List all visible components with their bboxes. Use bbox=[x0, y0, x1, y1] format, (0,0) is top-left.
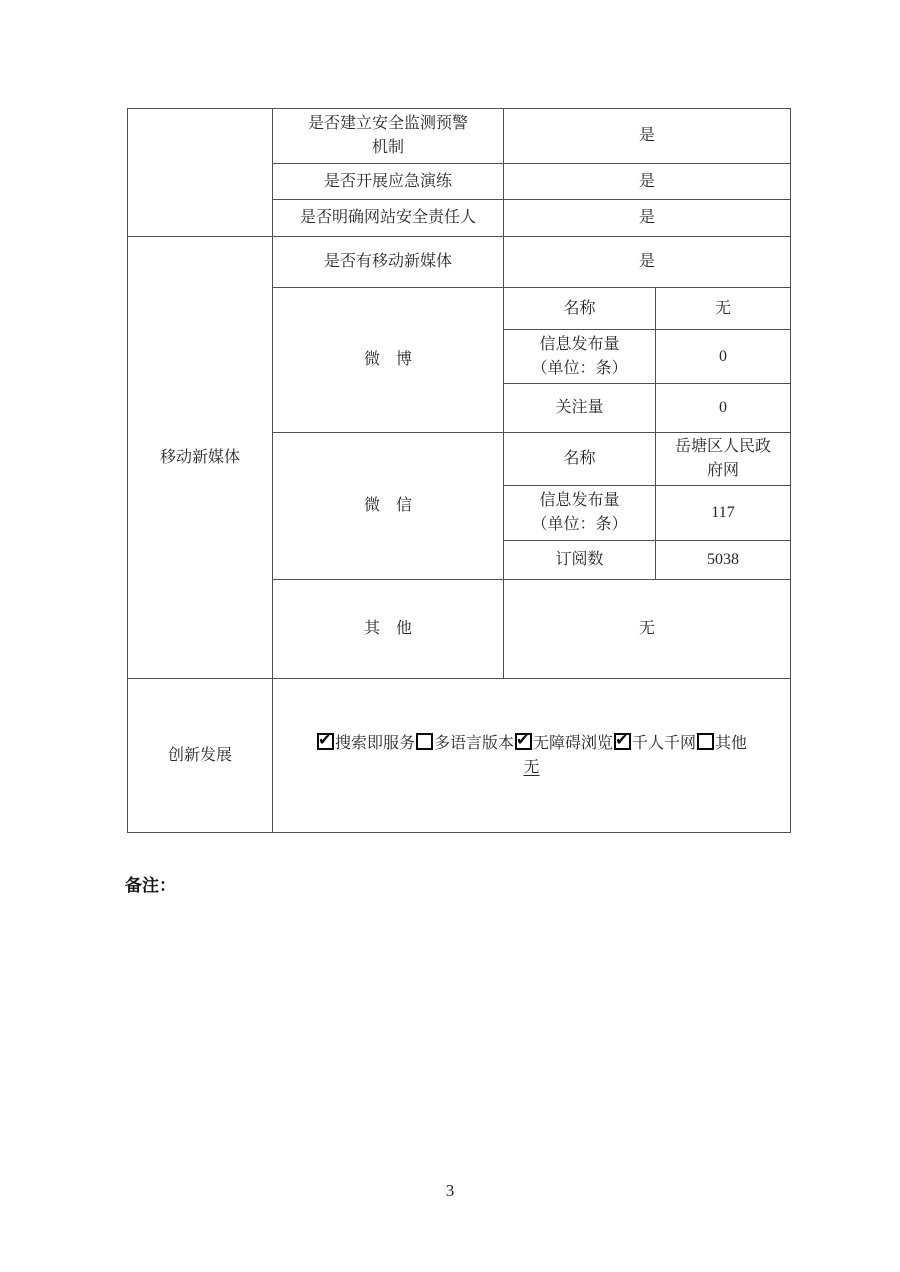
security-monitor-label bbox=[273, 109, 504, 164]
wechat-subscribers-label: 订阅数 bbox=[504, 541, 656, 580]
wechat-name-label: 名称 bbox=[504, 433, 656, 486]
section-header-empty-cell bbox=[128, 109, 273, 237]
innovation-option[interactable] bbox=[316, 735, 415, 752]
label-text: 信息发布量 bbox=[539, 492, 620, 509]
security-owner-value: 是 bbox=[504, 200, 791, 237]
weibo-name-value: 无 bbox=[656, 288, 791, 330]
checkbox-personalized-web[interactable] bbox=[614, 733, 631, 750]
innovation-option[interactable] bbox=[514, 735, 613, 752]
innovation-option[interactable] bbox=[613, 735, 696, 752]
weibo-followers-label: 关注量 bbox=[504, 384, 656, 433]
has-mobile-media-label: 是否有移动新媒体 bbox=[273, 237, 504, 288]
other-media-label: 其 他 bbox=[273, 580, 504, 679]
wechat-group-label: 微 信 bbox=[273, 433, 504, 580]
label-text: 是否建立安全监测预警 bbox=[307, 115, 468, 132]
weibo-volume-value: 0 bbox=[656, 330, 791, 384]
wechat-volume-value: 117 bbox=[656, 486, 791, 541]
checkbox-other[interactable] bbox=[697, 733, 714, 750]
has-mobile-media-value: 是 bbox=[504, 237, 791, 288]
value-text: 府网 bbox=[707, 462, 740, 479]
emergency-drill-value: 是 bbox=[504, 164, 791, 200]
security-monitor-value: 是 bbox=[504, 109, 791, 164]
innovation-option[interactable] bbox=[696, 735, 747, 752]
label-text: （单位：条） bbox=[531, 359, 628, 377]
table-row bbox=[128, 237, 791, 288]
innovation-other-value: 无 bbox=[523, 758, 540, 776]
mobile-media-section-header: 移动新媒体 bbox=[128, 237, 273, 679]
checkbox-accessibility[interactable] bbox=[515, 733, 532, 750]
innovation-section-header: 创新发展 bbox=[128, 679, 273, 833]
weibo-name-label: 名称 bbox=[504, 288, 656, 330]
label-text: （单位：条） bbox=[531, 516, 628, 533]
notes-label: 备注： bbox=[125, 876, 176, 895]
innovation-options-cell bbox=[273, 679, 791, 833]
page-number: 3 bbox=[445, 1181, 455, 1200]
table-row bbox=[128, 679, 791, 833]
weibo-group-label: 微 博 bbox=[273, 288, 504, 433]
checkbox-search-as-service[interactable] bbox=[317, 733, 334, 750]
annual-report-table bbox=[127, 108, 791, 833]
option-label: 搜索即服务 bbox=[334, 734, 415, 752]
option-label: 其他 bbox=[715, 734, 748, 752]
option-label: 千人千网 bbox=[632, 734, 697, 752]
option-label: 无障碍浏览 bbox=[533, 734, 614, 752]
wechat-subscribers-value: 5038 bbox=[656, 541, 791, 580]
innovation-option[interactable] bbox=[415, 735, 514, 752]
security-owner-label: 是否明确网站安全责任人 bbox=[273, 200, 504, 237]
weibo-volume-label bbox=[504, 330, 656, 384]
value-text: 岳塘区人民政 bbox=[675, 438, 772, 455]
emergency-drill-label: 是否开展应急演练 bbox=[273, 164, 504, 200]
weibo-followers-value: 0 bbox=[656, 384, 791, 433]
table-row bbox=[128, 109, 791, 164]
other-media-value: 无 bbox=[504, 580, 791, 679]
label-text: 信息发布量 bbox=[539, 335, 620, 353]
wechat-volume-label bbox=[504, 486, 656, 541]
option-label: 多语言版本 bbox=[433, 734, 514, 752]
checkbox-multilingual[interactable] bbox=[416, 733, 433, 750]
wechat-name-value bbox=[656, 433, 791, 486]
label-text: 机制 bbox=[371, 139, 404, 156]
